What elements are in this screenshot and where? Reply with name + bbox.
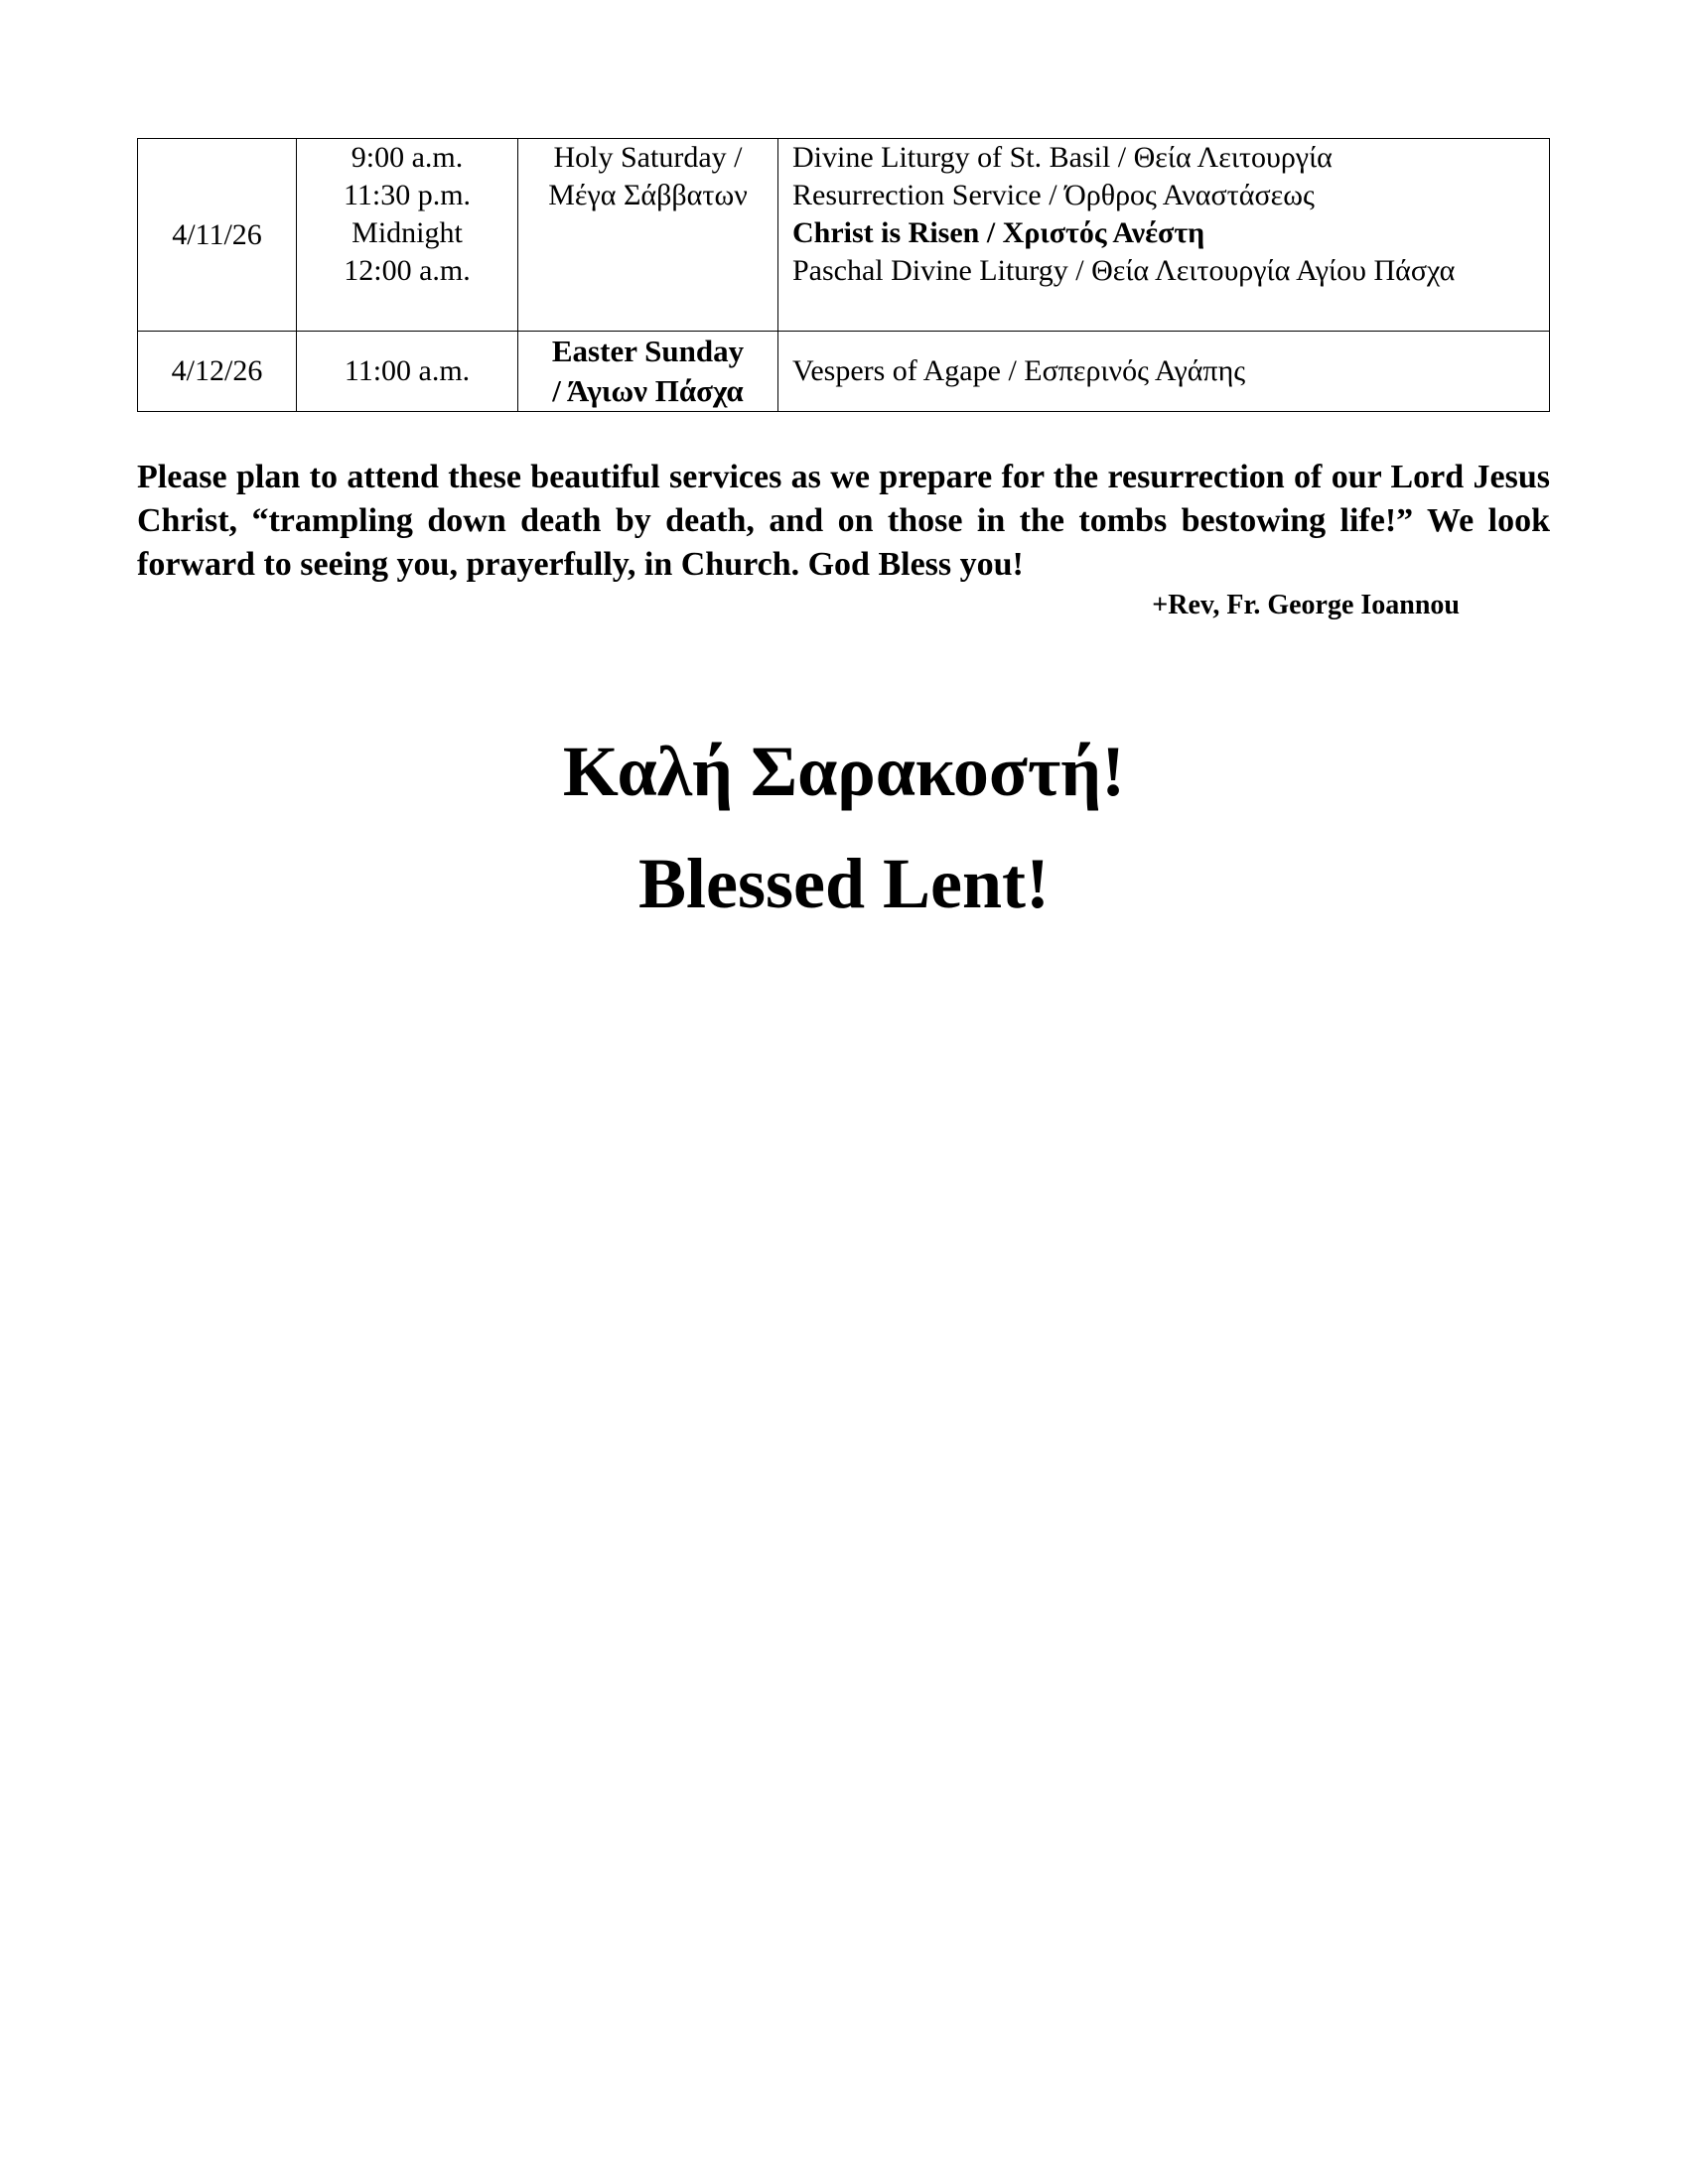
service-text-bold: Christ is Risen / Χριστός Ανέστη [792, 216, 1205, 249]
time-text: 11:00 a.m. [344, 354, 471, 387]
date-cell [138, 139, 297, 332]
date-cell [138, 332, 297, 412]
table-row [138, 139, 1550, 332]
day-text: / Άγιων Πάσχα [552, 373, 744, 408]
service-text: Divine Liturgy of St. Basil / Θεία Λειτουργία [792, 141, 1333, 174]
time-text: 9:00 a.m. [351, 141, 464, 174]
services-schedule-table [137, 138, 1550, 412]
day-cell [518, 139, 778, 332]
time-cell [297, 332, 518, 412]
day-cell [518, 332, 778, 412]
date-text: 4/11/26 [172, 217, 262, 251]
english-greeting-heading: Blessed Lent! [638, 844, 1050, 923]
service-text: Paschal Divine Liturgy / Θεία Λειτουργία Αγίου Πάσχα [792, 254, 1456, 287]
service-text: Vespers of Agape / Εσπερινός Αγάπης [792, 354, 1246, 387]
day-text: Μέγα Σάββατων [548, 179, 748, 211]
service-cell [778, 332, 1550, 412]
date-text: 4/12/26 [171, 354, 263, 387]
service-text: Resurrection Service / Όρθρος Αναστάσεως [792, 179, 1315, 211]
time-cell [297, 139, 518, 332]
service-cell [778, 139, 1550, 332]
day-text: Holy Saturday / [553, 141, 743, 174]
time-text: 11:30 p.m. [343, 179, 472, 211]
invitation-paragraph: Please plan to attend these beautiful services as we prepare for the resurrection of our Lord Jesus Christ, “trampling down death by death, and on those in the tombs bestowing life!” We look forward to seeing you, prayerfully, in Church. God Bless you! [137, 459, 1550, 583]
table-row [138, 332, 1550, 412]
time-text: 12:00 a.m. [344, 254, 471, 287]
day-text: Easter Sunday [551, 334, 745, 368]
greek-greeting-heading: Καλή Σαρακοστή! [562, 732, 1126, 811]
time-text: Midnight [352, 216, 463, 249]
signature: +Rev, Fr. George Ioannou [1152, 590, 1460, 620]
